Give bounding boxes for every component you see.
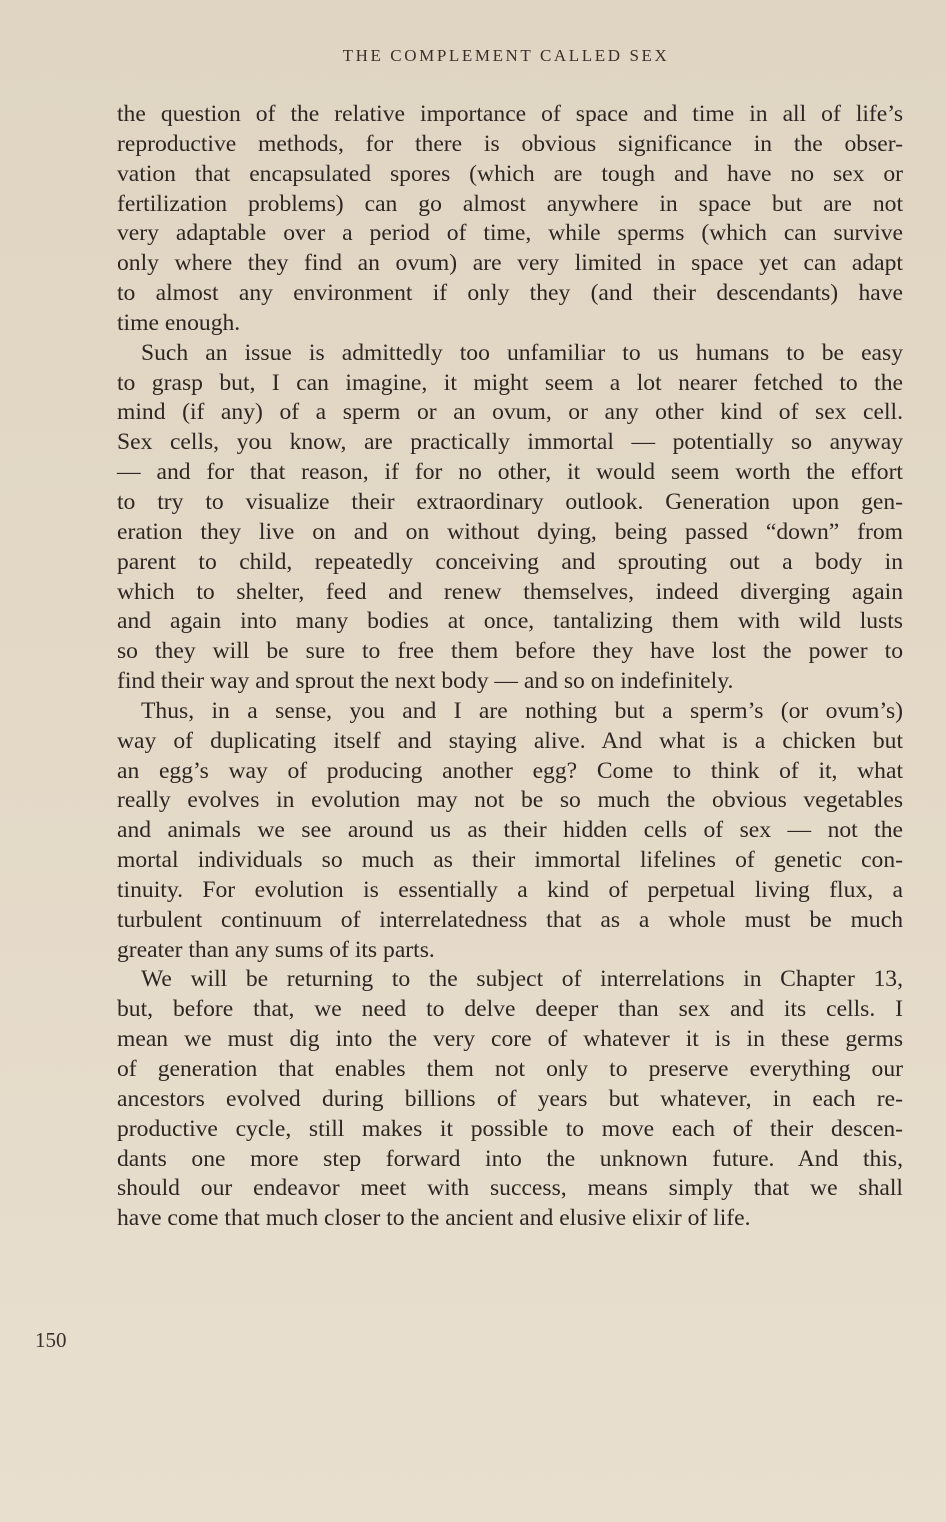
text-line: and animals we see around us as their hidden cells of sex — not the xyxy=(117,817,903,844)
text-line: parent to child, repeatedly conceiving and sprouting out a body in xyxy=(117,548,903,575)
text-line: find their way and sprout the next body — and so on indefinitely. xyxy=(117,668,734,695)
text-line: vation that encapsulated spores (which are tough and have no sex or xyxy=(117,160,903,187)
text-line: time enough. xyxy=(117,309,241,336)
paragraph xyxy=(117,339,903,697)
text-line: really evolves in evolution may not be so much the obvious vegetables xyxy=(117,787,903,814)
text-line: Sex cells, you know, are practically immortal — potentially so anyway xyxy=(117,429,903,456)
paragraph xyxy=(117,965,903,1234)
paragraph xyxy=(117,697,903,966)
text-line: fertilization problems) can go almost anywhere in space but are not xyxy=(117,190,903,217)
text-line: only where they find an ovum) are very limited in space yet can adapt xyxy=(117,250,903,277)
text-line: — and for that reason, if for no other, it would seem worth the effort xyxy=(117,459,903,486)
text-line: Such an issue is admittedly too unfamiliar to us humans to be easy xyxy=(141,339,903,366)
text-line: ancestors evolved during billions of years but whatever, in each re- xyxy=(117,1085,903,1112)
running-head: THE COMPLEMENT CALLED SEX xyxy=(342,46,670,65)
text-line: the question of the relative importance of space and time in all of life’s xyxy=(117,101,903,127)
body-text xyxy=(117,100,903,1234)
text-line: eration they live on and on without dying, being passed “down” from xyxy=(117,518,903,545)
text-line: mean we must dig into the very core of whatever it is in these germs xyxy=(117,1026,903,1053)
text-line: mind (if any) of a sperm or an ovum, or any other kind of sex cell. xyxy=(117,399,903,426)
paragraph xyxy=(117,100,903,339)
text-line: Thus, in a sense, you and I are nothing but a sperm’s (or ovum’s) xyxy=(141,697,903,724)
text-line: mortal individuals so much as their immortal lifelines of genetic con- xyxy=(117,847,903,874)
text-line: productive cycle, still makes it possible to move each of their descen- xyxy=(117,1115,903,1142)
text-line: dants one more step forward into the unknown future. And this, xyxy=(117,1145,903,1172)
text-line: tinuity. For evolution is essentially a kind of perpetual living flux, a xyxy=(117,876,903,903)
text-line: greater than any sums of its parts. xyxy=(117,936,435,963)
text-line: We will be returning to the subject of interrelations in Chapter 13, xyxy=(141,966,903,993)
page-number: 150 xyxy=(35,1328,67,1352)
text-line: an egg’s way of producing another egg? Come to think of it, what xyxy=(117,757,903,784)
text-line: so they will be sure to free them before they have lost the power to xyxy=(117,638,903,665)
text-line: to grasp but, I can imagine, it might seem a lot nearer fetched to the xyxy=(117,369,903,396)
text-line: should our endeavor meet with success, means simply that we shall xyxy=(117,1175,903,1202)
text-line: but, before that, we need to delve deeper than sex and its cells. I xyxy=(117,996,903,1023)
text-line: turbulent continuum of interrelatedness that as a whole must be much xyxy=(117,906,903,933)
text-line: have come that much closer to the ancient and elusive elixir of life. xyxy=(117,1205,751,1232)
text-line: to try to visualize their extraordinary outlook. Generation upon gen- xyxy=(117,488,903,515)
text-line: very adaptable over a period of time, while sperms (which can survive xyxy=(117,220,903,247)
text-line: to almost any environment if only they (and their descendants) have xyxy=(117,280,903,307)
text-line: of generation that enables them not only to preserve everything our xyxy=(117,1056,903,1082)
text-line: reproductive methods, for there is obvious significance in the obser- xyxy=(117,130,903,157)
text-line: and again into many bodies at once, tantalizing them with wild lusts xyxy=(117,608,903,635)
text-line: which to shelter, feed and renew themselves, indeed diverging again xyxy=(117,578,903,605)
text-line: way of duplicating itself and staying alive. And what is a chicken but xyxy=(117,727,903,754)
